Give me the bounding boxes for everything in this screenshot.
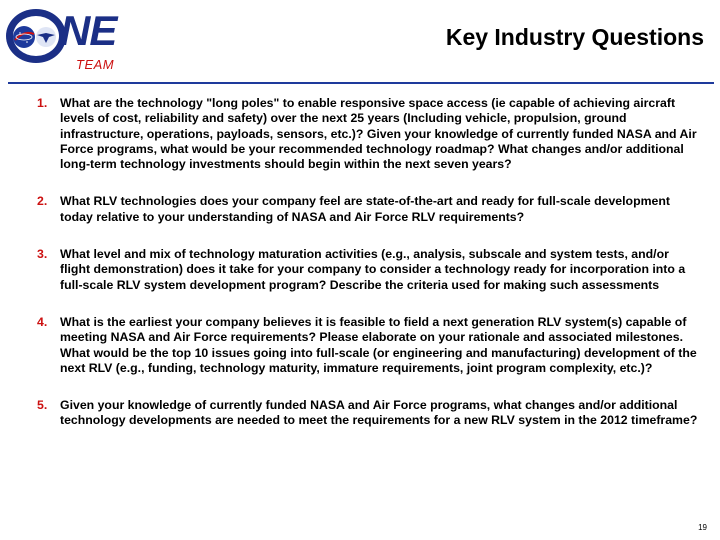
- nasa-logo-icon: [13, 26, 35, 48]
- page-number: 19: [698, 523, 707, 532]
- question-text: Given your knowledge of currently funded NASA and Air Force programs, what changes and/or additional technology developments are needed to meet the requirements for a new RLV system in the 2012 timeframe?: [60, 398, 698, 428]
- question-item: [37, 96, 701, 172]
- question-text: What RLV technologies does your company feel are state-of-the-art and ready for full-scale development today relative to your understanding of NASA and Air Force RLV requirements?: [60, 194, 670, 224]
- question-text: What is the earliest your company believes it is feasible to field a next generation RLV system(s) capable of meeting NASA and Air Force requirements? Please elaborate on your rationale and associated milestones. What would be the top 10 issues going into full-scale (or engineering and manufacturing) development of the next RLV (e.g., funding, technology maturity, immature requirements, joint program complexity, etc.)?: [60, 314, 697, 375]
- air-force-wings-icon: [36, 27, 56, 47]
- logo-brand-text: NE: [60, 7, 117, 54]
- question-number: 5.: [37, 398, 48, 413]
- logo-team-text: TEAM: [76, 57, 115, 72]
- question-text: What are the technology "long poles" to enable responsive space access (ie capable of achieving aircraft levels of cost, reliability and safety) over the next 25 years (Including vehicle, propulsion, ground infrastructure, operations, payloads, sensors, etc.)? Given your knowledge of currently funded NASA and Air Force programs, what would be your recommended technology roadmap? What changes and/or additional long-term technology investments should begin within the next seven years?: [60, 96, 697, 172]
- question-number: 3.: [37, 247, 48, 262]
- question-item: [37, 315, 701, 376]
- question-text: What level and mix of technology maturation activities (e.g., analysis, subscale and system tests, and/or flight demonstration) does it take for your company to consider a technology ready for incorporation into a full-scale RLV system development program? Describe the criteria used for making such assessments: [60, 247, 686, 292]
- one-team-logo: [2, 6, 152, 74]
- question-item: [37, 247, 701, 293]
- page-title: Key Industry Questions: [445, 24, 704, 50]
- question-item: [37, 194, 701, 225]
- question-number: 2.: [37, 194, 48, 209]
- header-divider: [8, 82, 714, 84]
- question-list: [37, 96, 701, 429]
- question-item: [37, 398, 701, 429]
- question-number: 1.: [37, 96, 48, 110]
- question-number: 4.: [37, 314, 48, 329]
